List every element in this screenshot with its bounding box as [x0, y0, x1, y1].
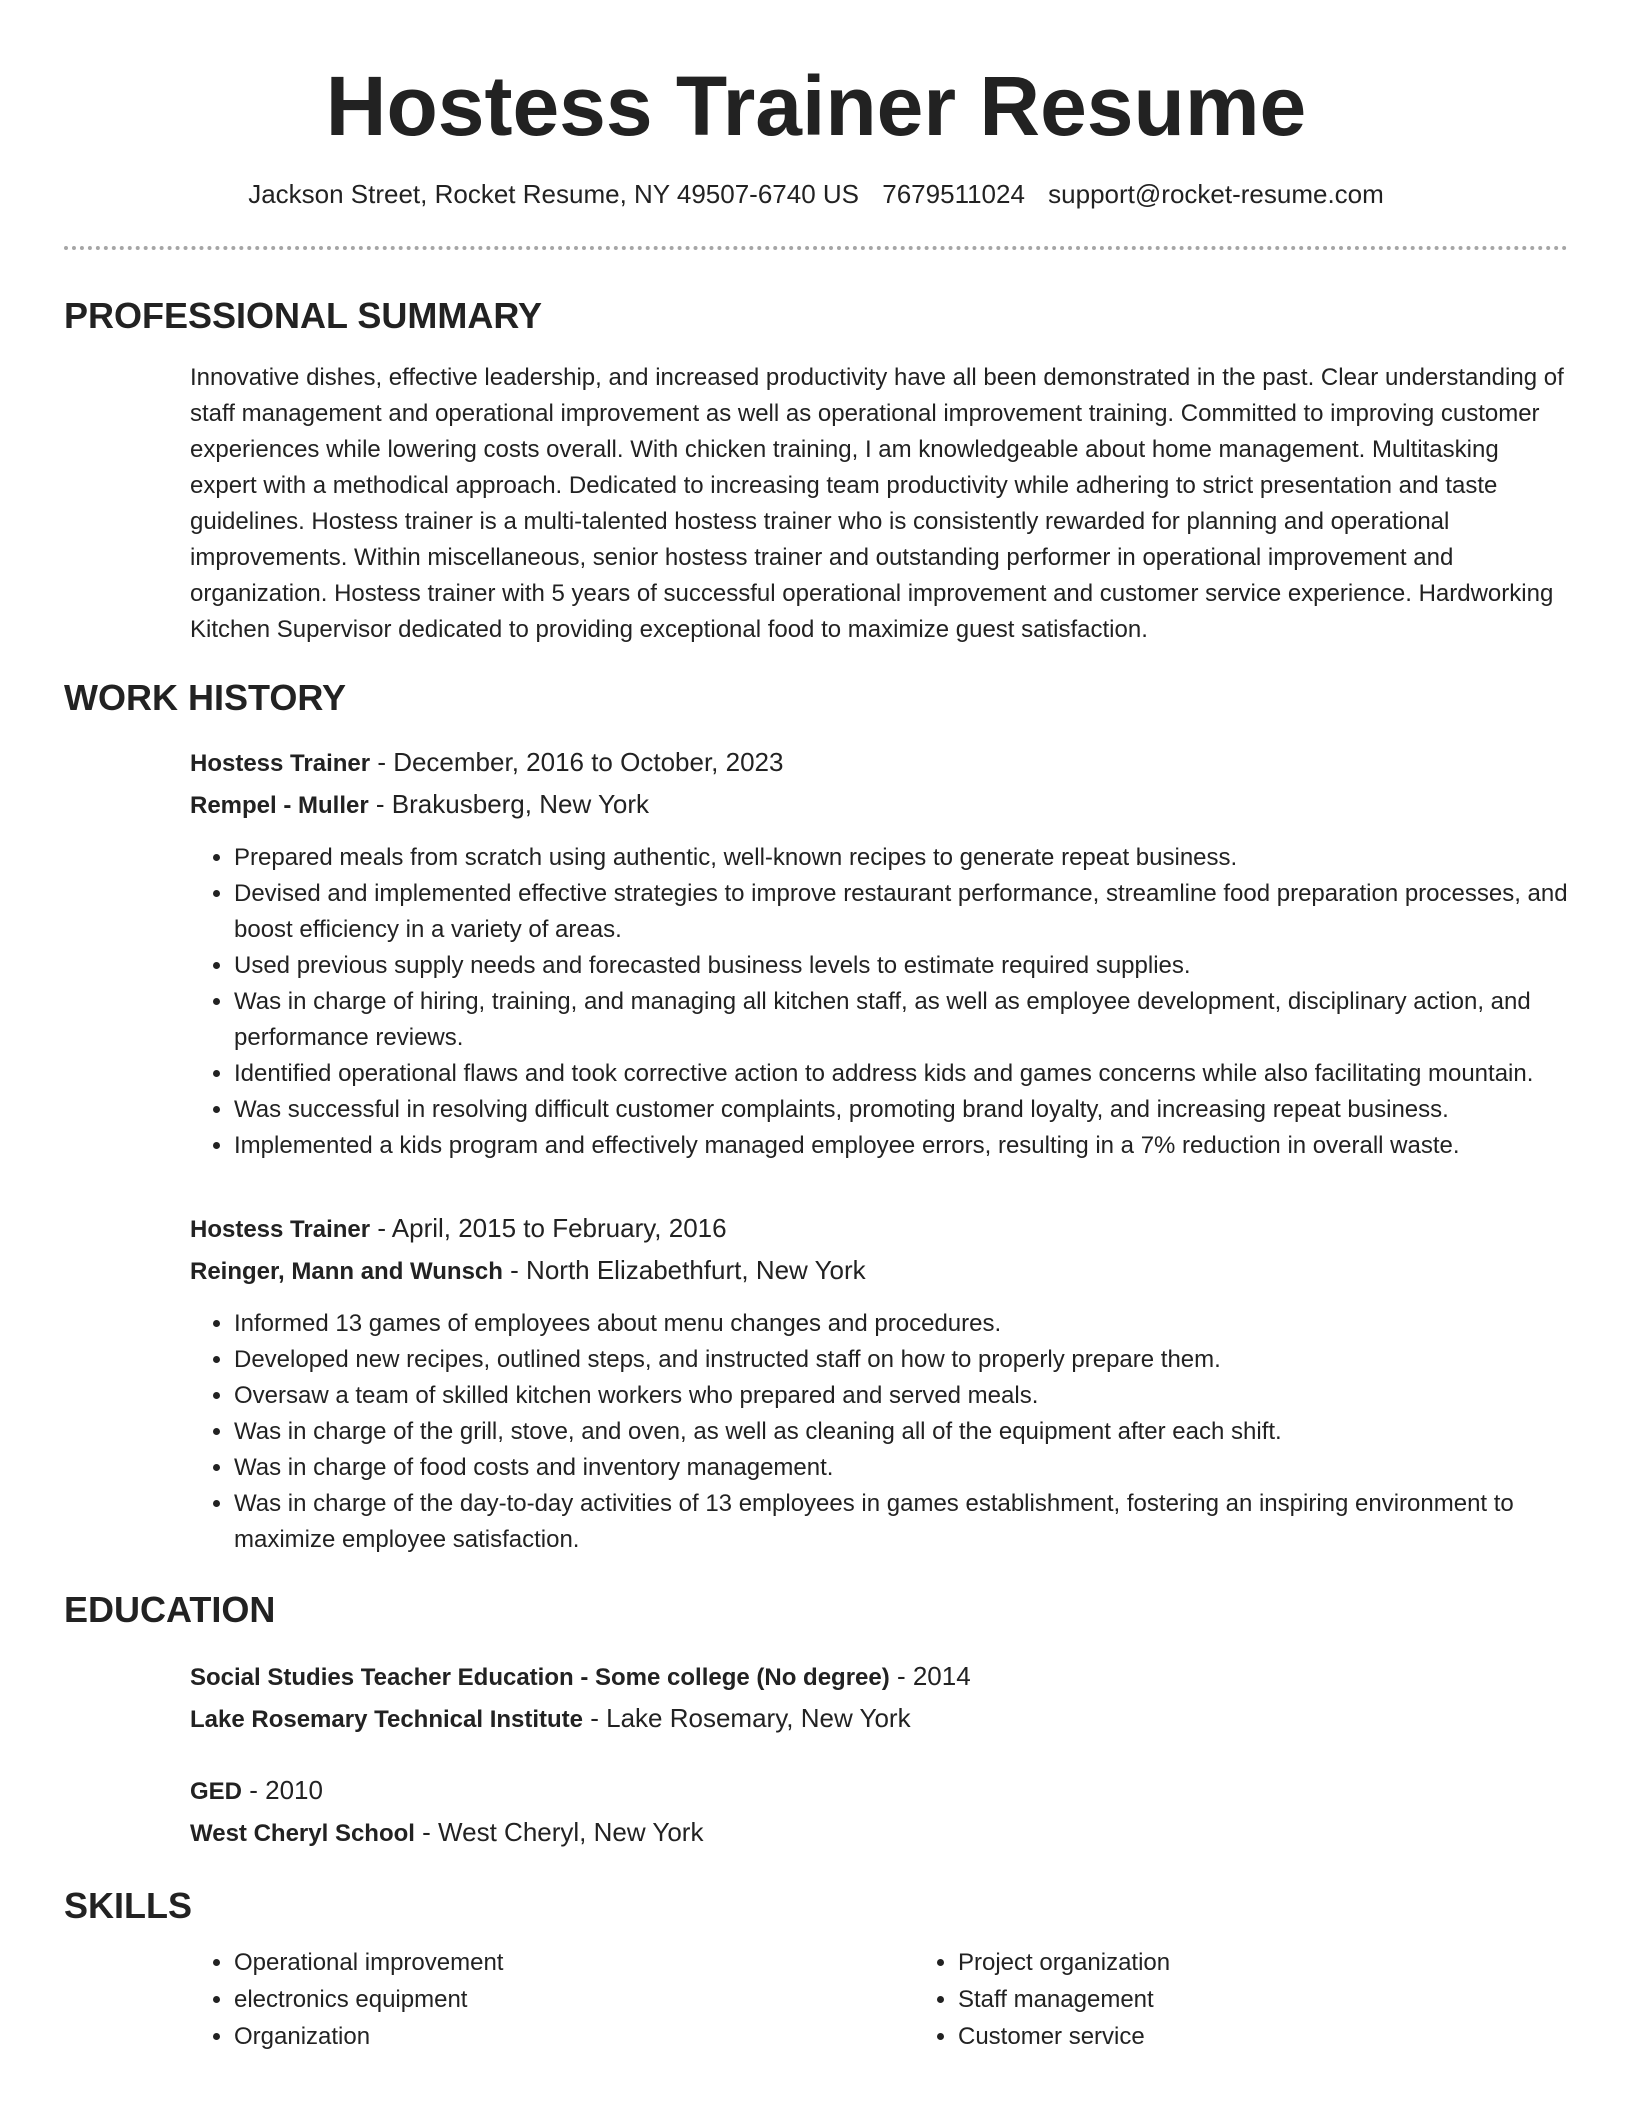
section-title-education: EDUCATION [64, 1589, 276, 1630]
section-skills [64, 1884, 1568, 2055]
list-item: • Devised and implemented effective strategies to improve restaurant performance, streamline food preparation processes, and boost efficiency in a variety of areas. [234, 876, 1568, 948]
list-item: • Identified operational flaws and took corrective action to address kids and games concerns while also facilitating mountain. [234, 1056, 1568, 1092]
job-company: Rempel - Muller [190, 792, 369, 819]
education-year: - 2010 [242, 1775, 323, 1805]
resume-title: Hostess Trainer Resume [325, 59, 1307, 153]
resume-page [64, 0, 1568, 2055]
job-location: - North Elizabethfurt, New York [502, 1255, 866, 1285]
education-school-line [190, 1812, 1568, 1854]
skill-item: • Operational improvement [234, 1944, 914, 1981]
job-bullets [190, 1306, 1568, 1558]
skills-column-right [914, 1944, 1558, 2055]
section-education [64, 1588, 1568, 1854]
list-item: • Was in charge of the grill, stove, and oven, as well as cleaning all of the equipment after each shift. [234, 1414, 1568, 1450]
list-item: • Prepared meals from scratch using authentic, well-known recipes to generate repeat business. [234, 840, 1568, 876]
skill-item: • Project organization [958, 1944, 1558, 1981]
section-title-skills: SKILLS [64, 1885, 193, 1926]
skill-item: • Organization [234, 2018, 914, 2055]
education-location: - West Cheryl, New York [414, 1817, 704, 1847]
skill-item: • Customer service [958, 2018, 1558, 2055]
education-school-line [190, 1698, 1568, 1740]
list-item: • Implemented a kids program and effectively managed employee errors, resulting in a 7% reduction in overall waste. [234, 1128, 1568, 1164]
education-degree: GED [190, 1778, 243, 1805]
education-location: - Lake Rosemary, New York [583, 1703, 911, 1733]
section-title-work: WORK HISTORY [64, 677, 347, 718]
section-professional-summary [64, 294, 1568, 648]
job-title-line [190, 1208, 1568, 1250]
list-item: • Was in charge of hiring, training, and managing all kitchen staff, as well as employee development, disciplinary action, and performance reviews. [234, 984, 1568, 1056]
job-company: Reinger, Mann and Wunsch [190, 1258, 503, 1285]
education-degree: Social Studies Teacher Education - Some college (No degree) [190, 1664, 890, 1691]
education-year: - 2014 [889, 1661, 971, 1691]
education-entry [190, 1770, 1568, 1854]
job-entry [190, 742, 1568, 1164]
section-work-history [64, 676, 1568, 1558]
list-item: • Was in charge of the day-to-day activities of 13 employees in games establishment, fostering an inspiring environment to maximize employee satisfaction. [234, 1486, 1568, 1558]
contact-phone: 7679511024 [882, 179, 1025, 209]
job-org-line [190, 1250, 1568, 1292]
education-degree-line [190, 1656, 1568, 1698]
skills-columns [190, 1944, 1568, 2055]
education-school: West Cheryl School [190, 1820, 415, 1847]
skill-item: • Staff management [958, 1981, 1558, 2018]
list-item: • Developed new recipes, outlined steps, and instructed staff on how to properly prepare them. [234, 1342, 1568, 1378]
list-item: • Oversaw a team of skilled kitchen workers who prepared and served meals. [234, 1378, 1568, 1414]
contact-address: Jackson Street, Rocket Resume, NY 49507-6740 US [248, 179, 860, 209]
job-entry [190, 1208, 1568, 1558]
contact-line [64, 178, 1568, 210]
summary-text: Innovative dishes, effective leadership, and increased productivity have all been demonstrated in the past. Clear understanding of staff management and operational improvement as well as operational improvement training. Committed to improving customer experiences while lowering costs overall. With chicken training, I am knowledgeable about home management. Multitasking expert with a methodical approach. Dedicated to increasing team productivity while adhering to strict presentation and taste guidelines. Hostess trainer is a multi-talented hostess trainer who is consistently rewarded for planning and operational improvements. Within miscellaneous, senior hostess trainer and outstanding performer in operational improvement and organization. Hostess trainer with 5 years of successful operational improvement and customer service experience. Hardworking Kitchen Supervisor dedicated to providing exceptional food to maximize guest satisfaction. [190, 364, 1564, 643]
job-role: Hostess Trainer [190, 1216, 371, 1243]
skill-item: • electronics equipment [234, 1981, 914, 2018]
job-org-line [190, 784, 1568, 826]
list-item: • Informed 13 games of employees about menu changes and procedures. [234, 1306, 1568, 1342]
section-title-summary: PROFESSIONAL SUMMARY [64, 295, 543, 336]
job-bullets [190, 840, 1568, 1164]
job-dates: - December, 2016 to October, 2023 [370, 747, 784, 777]
header-divider [64, 246, 1568, 250]
contact-email: support@rocket-resume.com [1048, 179, 1384, 209]
list-item: • Used previous supply needs and forecasted business levels to estimate required supplies. [234, 948, 1568, 984]
list-item: • Was successful in resolving difficult customer complaints, promoting brand loyalty, and increasing repeat business. [234, 1092, 1568, 1128]
skills-column-left [190, 1944, 914, 2055]
job-role: Hostess Trainer [190, 750, 371, 777]
job-dates: - April, 2015 to February, 2016 [370, 1213, 727, 1243]
education-degree-line [190, 1770, 1568, 1812]
list-item: • Was in charge of food costs and inventory management. [234, 1450, 1568, 1486]
job-location: - Brakusberg, New York [368, 789, 650, 819]
job-title-line [190, 742, 1568, 784]
education-school: Lake Rosemary Technical Institute [190, 1706, 584, 1733]
education-entry [190, 1656, 1568, 1740]
